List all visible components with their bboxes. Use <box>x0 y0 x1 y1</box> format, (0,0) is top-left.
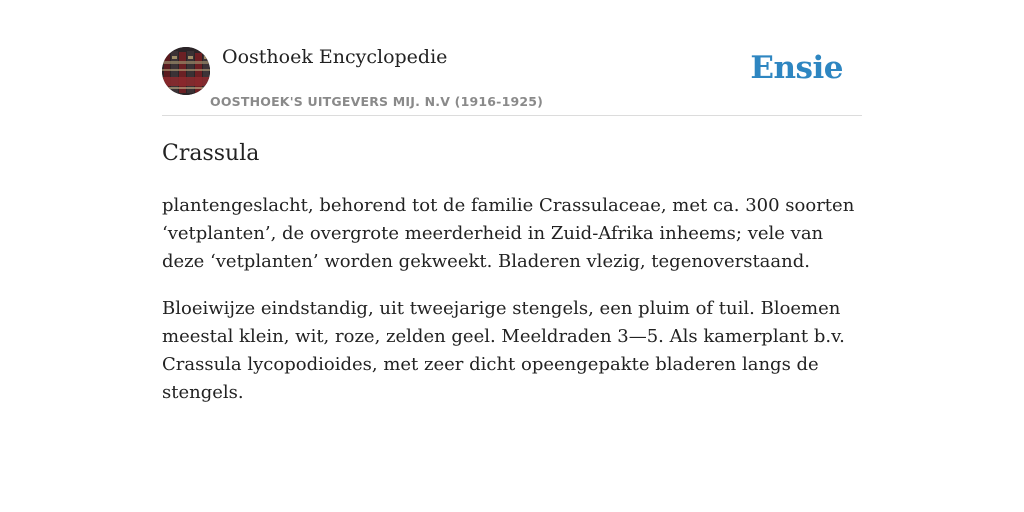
entry-title: Crassula <box>162 141 260 166</box>
entry-paragraph: Bloeiwijze eindstandig, uit tweejarige stengels, een pluim of tuil. Bloemen meestal klein, wit, roze, zelden geel. Meeldraden 3—5. Als kamerplant b.v. Crassula lycopodioides, met zeer dicht opeengepakte bladeren langs de stengels. <box>162 298 845 403</box>
ensie-logo[interactable]: Ensie <box>750 50 843 86</box>
entry-paragraph: plantengeslacht, behorend tot de familie Crassulaceae, met ca. 300 soorten ‘vetplanten’, de overgrote meerderheid in Zuid-Afrika inheems; vele van deze ‘vetplanten’ worden gekweekt. Bladeren vlezig, tegenoverstaand. <box>162 195 855 272</box>
publisher-label: OOSTHOEK'S UITGEVERS MIJ. N.V (1916-1925) <box>210 94 544 109</box>
source-title[interactable]: Oosthoek Encyclopedie <box>222 46 448 68</box>
source-header <box>162 0 862 116</box>
entry-body <box>162 192 862 426</box>
encyclopedia-books-icon[interactable] <box>162 47 210 95</box>
page-container <box>162 0 862 403</box>
